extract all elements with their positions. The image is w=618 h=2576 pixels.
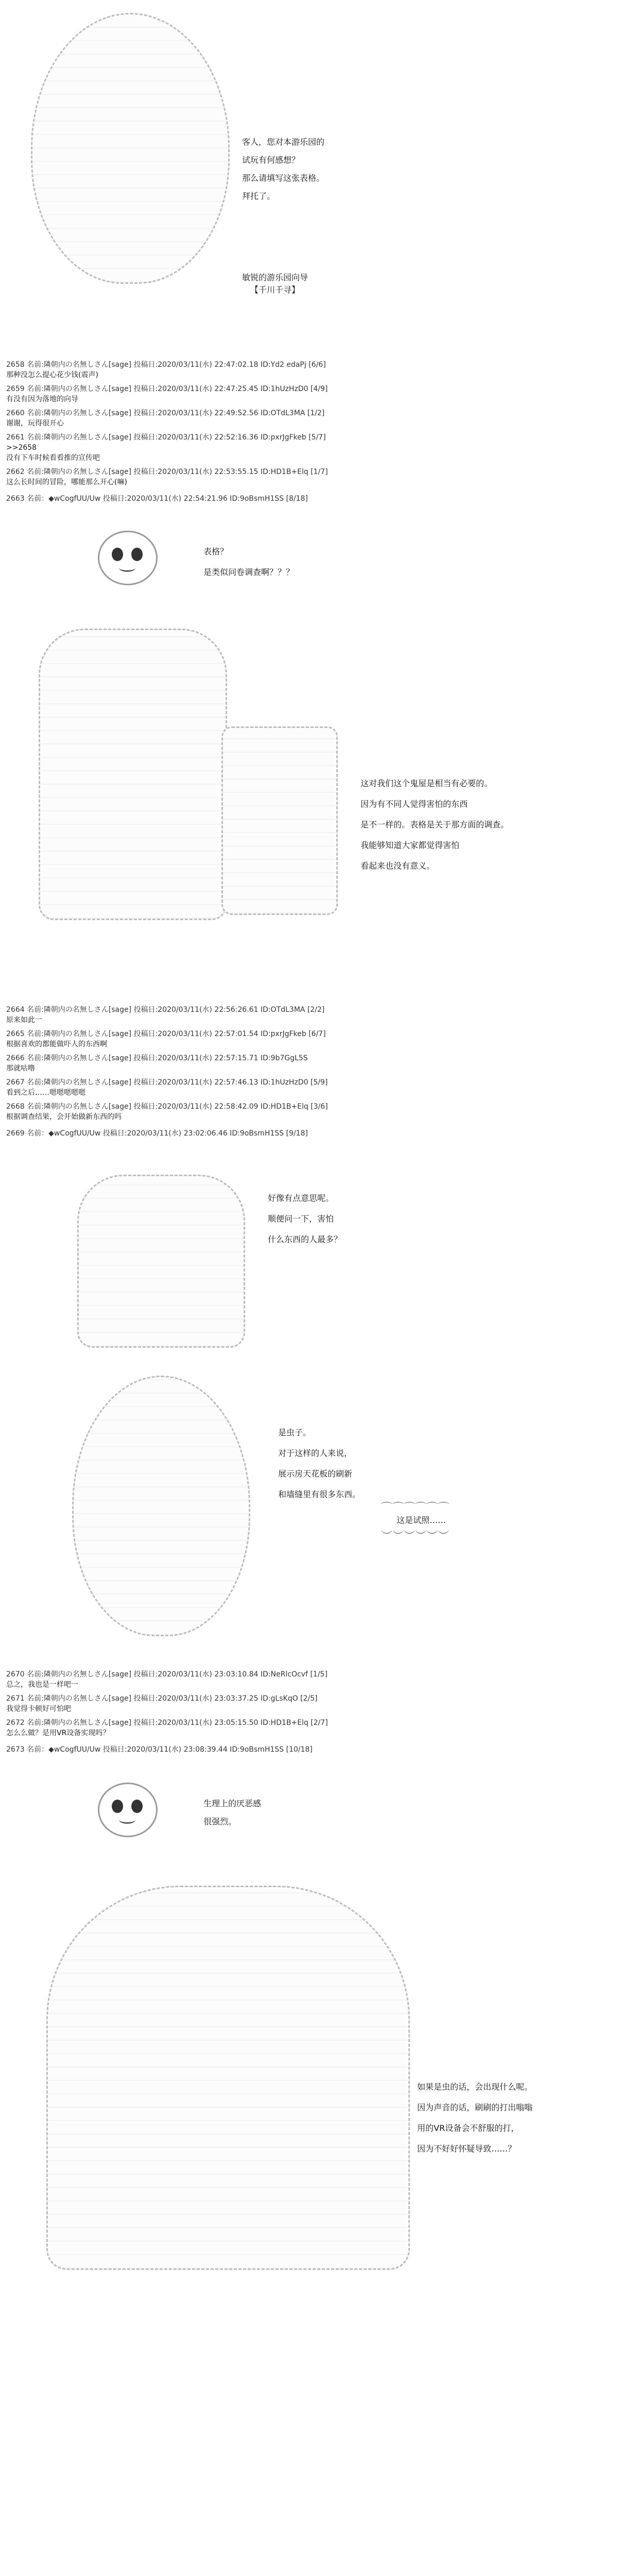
aside-line: 这是试照…… — [397, 1515, 447, 1525]
post-body: 根据喜欢的都能做吓人的东西啊 — [6, 1040, 107, 1048]
panel-staff-ponder — [0, 1865, 618, 2287]
eye-left — [112, 1800, 123, 1813]
forum-post — [6, 1669, 328, 1690]
forum-post — [6, 1128, 308, 1139]
yukkuri-face — [98, 1783, 158, 1837]
panel-staff-explain — [0, 608, 618, 979]
mouth — [119, 564, 135, 572]
post-header: 2658 名前:隣朝内の名無しさん[sage] 投稿日:2020/03/11(水) 22:47:02.18 ID:Yd2 edaPj [6/6] — [6, 361, 326, 369]
dialogue-line: 因为声音的话，刷刷的打出嗡嗡 — [417, 2103, 533, 2112]
eye-left — [112, 548, 123, 561]
dialogue-line: 顺便问一下，害怕 — [268, 1214, 334, 1224]
post-header: 2667 名前:隣朝内の名無しさん[sage] 投稿日:2020/03/11(水) 22:57:46.13 ID:1hUzHzD0 [5/9] — [6, 1078, 328, 1087]
panel-small-face-1 — [0, 515, 618, 603]
forum-post — [6, 1693, 318, 1714]
post-body: 那种没怎么提心花少钱(震声) — [6, 371, 98, 379]
ascii-art-staff-3 — [46, 1886, 410, 2270]
post-header: 2664 名前:隣朝内の名無しさん[sage] 投稿日:2020/03/11(水) 22:56:26.61 ID:OTdL3MA [2/2] — [6, 1006, 325, 1014]
dialogue-line: 用的VR设备会不舒服的打， — [417, 2123, 520, 2133]
panel-small-face-2 — [0, 1767, 618, 1855]
post-header: 2665 名前:隣朝内の名無しさん[sage] 投稿日:2020/03/11(水) 22:57:01.54 ID:pxrJgFkeb [6/7] — [6, 1030, 326, 1038]
dialogue-line: 这对我们这个鬼屋是相当有必要的。 — [360, 778, 493, 788]
post-body: 根据调查结果，会开始做新东西的吗 — [6, 1113, 122, 1121]
post-header: 2663 名前：◆wCogfUU/Uw 投稿日:2020/03/11(水) 22:54:21.96 ID:9oBsmH1SS [8/18] — [6, 495, 308, 503]
eye-right — [131, 548, 143, 561]
dialogue-line: 因为有不同人觉得害怕的东西 — [360, 799, 468, 809]
aside-wave-top: ⌒⌒⌒⌒⌒⌒ — [381, 1502, 450, 1515]
post-body: 那就咕噜 — [6, 1064, 35, 1073]
forum-post — [6, 494, 308, 504]
ascii-art-arm — [221, 726, 338, 915]
post-body: 总之，我也是一样吧一 — [6, 1681, 78, 1689]
dialogue-line: 生理上的厌恶感 — [203, 1799, 262, 1808]
dialogue-line: 客人，您对本游乐园的 — [242, 137, 325, 147]
dialogue-line: 看起来也没有意义。 — [360, 861, 435, 871]
forum-post — [6, 1053, 308, 1074]
character-caption: 【千川千寻】 — [250, 285, 300, 295]
forum-post — [6, 467, 328, 487]
dialogue-line: 我能够知道大家都觉得害怕 — [360, 840, 460, 850]
dialogue-line: 如果是虫的话，会出现什么呢。 — [417, 2082, 533, 2092]
dialogue-line: 拜托了。 — [242, 191, 276, 201]
post-body: 谢谢，玩得很开心 — [6, 419, 64, 428]
forum-post — [6, 1077, 328, 1098]
post-header: 2661 名前:隣朝内の名無しさん[sage] 投稿日:2020/03/11(水) 22:52:16.36 ID:pxrJgFkeb [5/7] — [6, 433, 326, 442]
mouth — [119, 1816, 135, 1824]
ascii-art-visitor — [77, 1175, 245, 1348]
forum-post — [6, 408, 324, 429]
dialogue-line: 什么东西的人最多？ — [268, 1234, 342, 1244]
post-body: 怎么么做？是用VR设备实现吗？ — [6, 1729, 110, 1737]
post-body: 我觉得卡顿好可怕吧 — [6, 1705, 71, 1713]
dialogue-line: 和墙缝里有很多东西。 — [278, 1489, 361, 1499]
post-header: 2659 名前:隣朝内の名無しさん[sage] 投稿日:2020/03/11(水) 22:47:25.45 ID:1hUzHzD0 [4/9] — [6, 385, 328, 393]
post-header: 2672 名前:隣朝内の名無しさん[sage] 投稿日:2020/03/11(水) 23:05:15.50 ID:HD1B+Elq [2/7] — [6, 1719, 328, 1727]
post-header: 2668 名前:隣朝内の名無しさん[sage] 投稿日:2020/03/11(水) 22:58:42.09 ID:HD1B+Elq [3/6] — [6, 1103, 328, 1111]
dialogue-line: 是不一样的。表格是关于那方面的调查。 — [360, 820, 509, 829]
dialogue-line: 很强烈。 — [203, 1817, 237, 1826]
post-header: 2662 名前:隣朝内の名無しさん[sage] 投稿日:2020/03/11(水) 22:53:55.15 ID:HD1B+Elq [1/7] — [6, 468, 328, 476]
dialogue-line: 是虫子。 — [278, 1428, 312, 1437]
dialogue-line: 展示房天花板的刷新 — [278, 1469, 353, 1479]
forum-post — [6, 1744, 313, 1755]
forum-post — [6, 360, 326, 380]
post-header: 2666 名前:隣朝内の名無しさん[sage] 投稿日:2020/03/11(水) 22:57:15.71 ID:9b7GgL5S — [6, 1054, 308, 1062]
post-body: 原来如此一 — [6, 1016, 42, 1024]
forum-post — [6, 1101, 328, 1122]
eye-right — [131, 1800, 143, 1813]
dialogue-line: 好像有点意思呢。 — [268, 1193, 334, 1203]
forum-post — [6, 1029, 326, 1049]
panel-staff-bugs — [0, 1360, 618, 1649]
forum-post — [6, 1718, 328, 1738]
post-body: 有没有因为落地的向导 — [6, 395, 78, 403]
character-caption: 敏锐的游乐园向导 — [242, 273, 308, 282]
post-header: 2660 名前:隣朝内の名無しさん[sage] 投稿日:2020/03/11(水) 22:49:52.56 ID:OTdL3MA [1/2] — [6, 409, 325, 417]
ascii-art-staff — [39, 629, 227, 920]
forum-post — [6, 432, 326, 463]
dialogue-line: 对于这样的人来说， — [278, 1448, 353, 1458]
post-header: 2673 名前：◆wCogfUU/Uw 投稿日:2020/03/11(水) 23:08:39.44 ID:9oBsmH1SS [10/18] — [6, 1745, 313, 1754]
dialogue-line: 试玩有何感想？ — [242, 155, 300, 165]
ascii-art-guide — [31, 13, 230, 284]
post-header: 2671 名前:隣朝内の名無しさん[sage] 投稿日:2020/03/11(水) 23:03:37.25 ID:gLsKqO [2/5] — [6, 1694, 318, 1703]
post-header: 2670 名前:隣朝内の名無しさん[sage] 投稿日:2020/03/11(水) 23:03:10.84 ID:NeRlcOcvf [1/5] — [6, 1670, 328, 1679]
dialogue-line: 因为不好好怀疑导致……？ — [417, 2144, 517, 2154]
dialogue-line: 那么请填写这张表格。 — [242, 173, 325, 183]
panel-visitor-question — [0, 1154, 618, 1350]
forum-post — [6, 384, 328, 404]
aside-wave-bottom: ︶︶︶︶︶︶ — [381, 1530, 450, 1543]
post-body: 这么长时间的冒险，哪能那么开心(嘛) — [6, 478, 127, 486]
forum-post — [6, 1005, 324, 1025]
post-header: 2669 名前：◆wCogfUU/Uw 投稿日:2020/03/11(水) 23:02:06.46 ID:9oBsmH1SS [9/18] — [6, 1129, 308, 1138]
ascii-art-staff-2 — [72, 1376, 250, 1636]
dialogue-line: 表格？ — [203, 547, 229, 556]
post-body: >>2658 — [6, 444, 37, 452]
panel-guide — [0, 0, 618, 330]
yukkuri-face — [98, 531, 158, 585]
post-body: 没有下车时候看看推的宣传吧 — [6, 454, 100, 462]
dialogue-line: 是类似问卷调查啊？？？ — [203, 567, 295, 577]
post-body: 看到之后……嗯嗯嗯嗯嗯 — [6, 1089, 85, 1097]
